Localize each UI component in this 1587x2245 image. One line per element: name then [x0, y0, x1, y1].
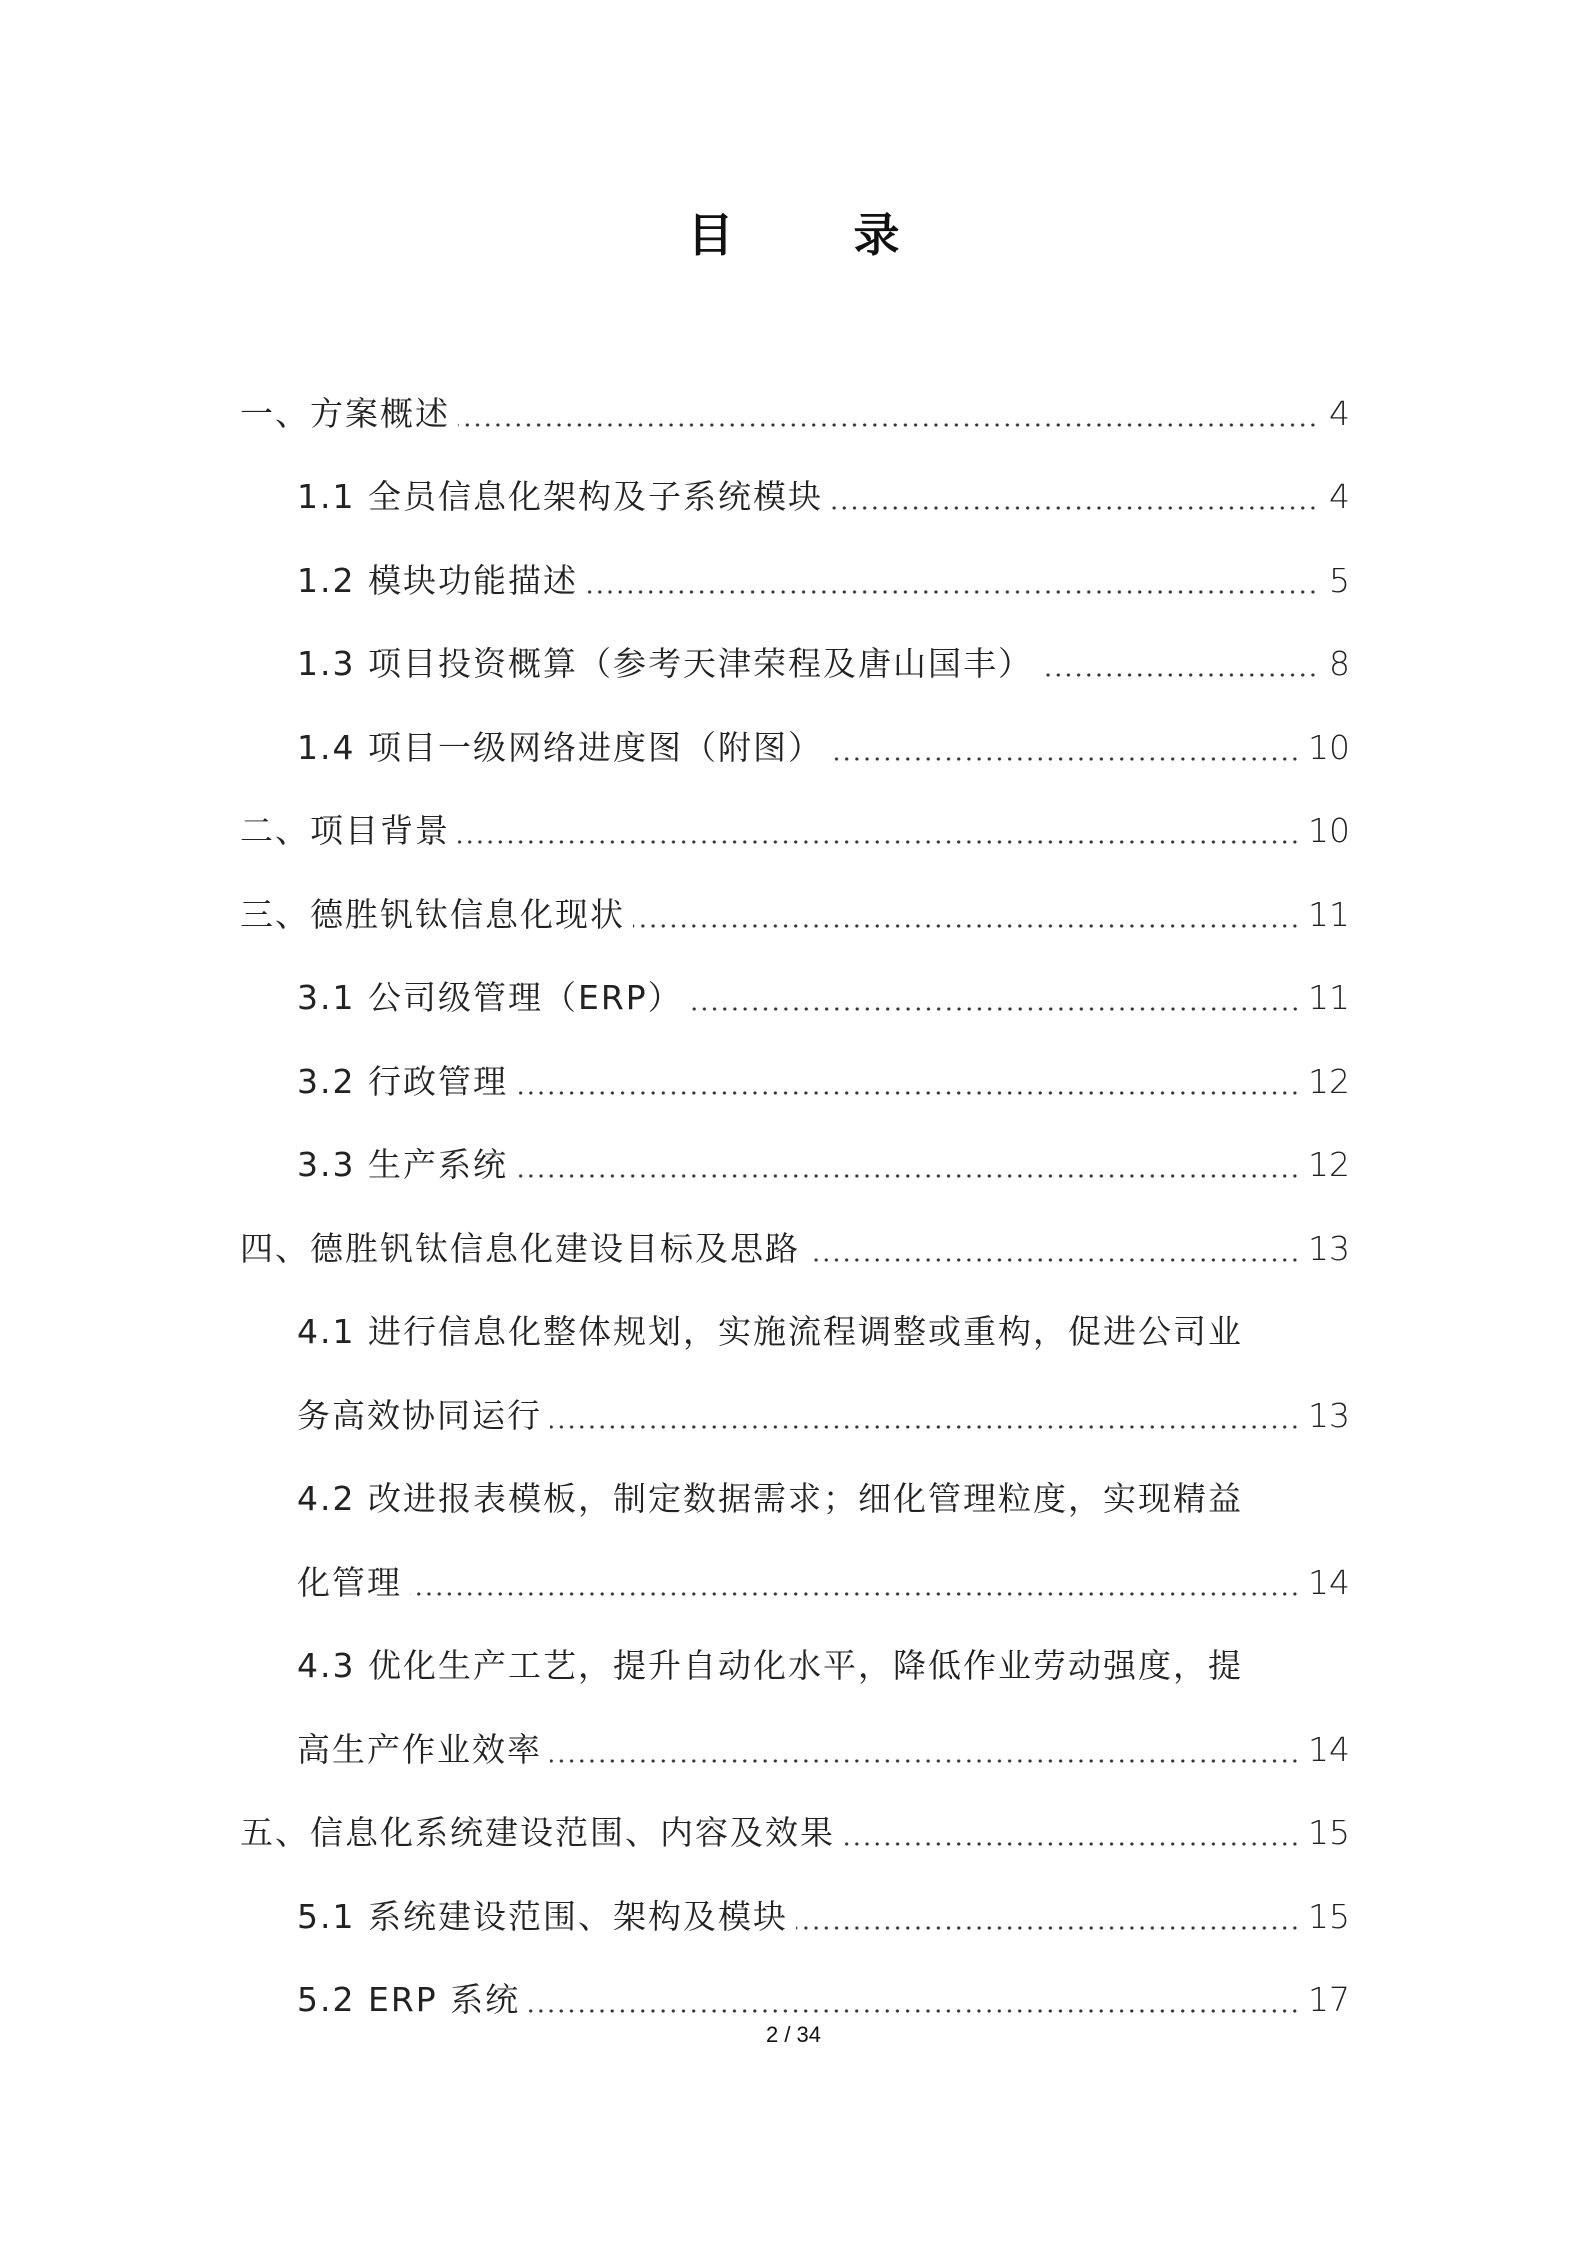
- toc-entry[interactable]: [240, 1040, 1350, 1124]
- toc-page-number: 11: [1308, 978, 1350, 1018]
- dot-leader: [831, 754, 1300, 764]
- dot-leader: [843, 1839, 1300, 1849]
- toc-entry-text: 5.1 系统建设范围、架构及模块: [297, 1896, 788, 1936]
- toc-page-number: 15: [1308, 1896, 1350, 1936]
- toc-page-number: 13: [1308, 1395, 1350, 1435]
- dot-leader: [458, 420, 1318, 430]
- dot-leader: [550, 1756, 1300, 1766]
- toc-entry[interactable]: [240, 873, 1350, 957]
- toc-entry[interactable]: [240, 1124, 1350, 1208]
- toc-entry-text: 务高效协同运行: [297, 1395, 542, 1435]
- toc-entry-text: 四、德胜钒钛信息化建设目标及思路: [240, 1228, 800, 1268]
- toc-entry[interactable]: [240, 957, 1350, 1041]
- dot-leader: [691, 1004, 1300, 1014]
- toc-page-number: 13: [1308, 1228, 1350, 1268]
- toc-entry-text: 高生产作业效率: [297, 1729, 542, 1769]
- dot-leader: [528, 2006, 1300, 2016]
- toc-entry[interactable]: [240, 1875, 1350, 1959]
- toc-entry[interactable]: [240, 456, 1350, 540]
- toc-entry[interactable]: [240, 623, 1350, 707]
- toc-title: 目 录: [687, 208, 952, 262]
- toc-entry-continuation[interactable]: [240, 1708, 1350, 1792]
- toc-page-number: 4: [1329, 393, 1350, 433]
- dot-leader: [831, 503, 1318, 513]
- dot-leader: [516, 1171, 1300, 1181]
- toc-page-number: 14: [1308, 1562, 1350, 1602]
- toc-entry-continuation[interactable]: [240, 1374, 1350, 1458]
- toc-entry[interactable]: [240, 1458, 1350, 1542]
- toc-entry[interactable]: [240, 1792, 1350, 1876]
- toc-page-number: 10: [1308, 811, 1350, 851]
- toc-entry-text: 一、方案概述: [240, 393, 450, 433]
- toc-entry[interactable]: [240, 706, 1350, 790]
- toc-entry[interactable]: [240, 1291, 1350, 1375]
- toc-page-number: 15: [1308, 1813, 1350, 1853]
- toc-entry[interactable]: [240, 1207, 1350, 1291]
- toc-entry-text: 5.2 ERP 系统: [297, 1980, 521, 2020]
- toc-entry-text: 二、项目背景: [240, 811, 450, 851]
- toc-page-number: 5: [1329, 560, 1350, 600]
- table-of-contents: [240, 372, 1350, 2042]
- toc-page-number: 11: [1308, 894, 1350, 934]
- toc-entry[interactable]: [240, 790, 1350, 874]
- toc-page-number: 14: [1308, 1729, 1350, 1769]
- toc-page-number: 12: [1308, 1145, 1350, 1185]
- dot-leader: [458, 837, 1300, 847]
- dot-leader: [1041, 670, 1318, 680]
- toc-entry-text: 4.1 进行信息化整体规划，实施流程调整或重构，促进公司业: [297, 1312, 1243, 1352]
- toc-entry-text: 1.2 模块功能描述: [297, 560, 578, 600]
- toc-entry-text: 三、德胜钒钛信息化现状: [240, 894, 625, 934]
- toc-entry-text: 五、信息化系统建设范围、内容及效果: [240, 1813, 835, 1853]
- toc-entry-text: 1.1 全员信息化架构及子系统模块: [297, 477, 823, 517]
- toc-page-number: 12: [1308, 1061, 1350, 1101]
- dot-leader: [550, 1422, 1300, 1432]
- toc-entry[interactable]: [240, 1625, 1350, 1709]
- toc-entry-text: 4.2 改进报表模板，制定数据需求；细化管理粒度，实现精益: [297, 1479, 1243, 1519]
- toc-entry[interactable]: [240, 539, 1350, 623]
- dot-leader: [586, 587, 1318, 597]
- toc-page-number: 17: [1308, 1980, 1350, 2020]
- toc-page-number: 8: [1329, 644, 1350, 684]
- toc-page-number: 10: [1308, 727, 1350, 767]
- dot-leader: [796, 1923, 1300, 1933]
- toc-entry-text: 3.1 公司级管理（ERP）: [297, 978, 683, 1018]
- toc-entry-text: 4.3 优化生产工艺，提升自动化水平，降低作业劳动强度，提: [297, 1646, 1243, 1686]
- toc-entry-text: 3.3 生产系统: [297, 1145, 508, 1185]
- dot-leader: [808, 1255, 1300, 1265]
- toc-entry-text: 3.2 行政管理: [297, 1061, 508, 1101]
- toc-entry-continuation[interactable]: [240, 1541, 1350, 1625]
- toc-entry-text: 化管理: [297, 1562, 402, 1602]
- toc-entry-text: 1.3 项目投资概算（参考天津荣程及唐山国丰）: [297, 644, 1033, 684]
- toc-entry[interactable]: [240, 372, 1350, 456]
- dot-leader: [633, 921, 1300, 931]
- toc-entry-text: 1.4 项目一级网络进度图（附图）: [297, 727, 823, 767]
- dot-leader: [516, 1088, 1300, 1098]
- page-indicator: 2 / 34: [765, 2022, 822, 2047]
- toc-page-number: 4: [1329, 477, 1350, 517]
- dot-leader: [410, 1589, 1300, 1599]
